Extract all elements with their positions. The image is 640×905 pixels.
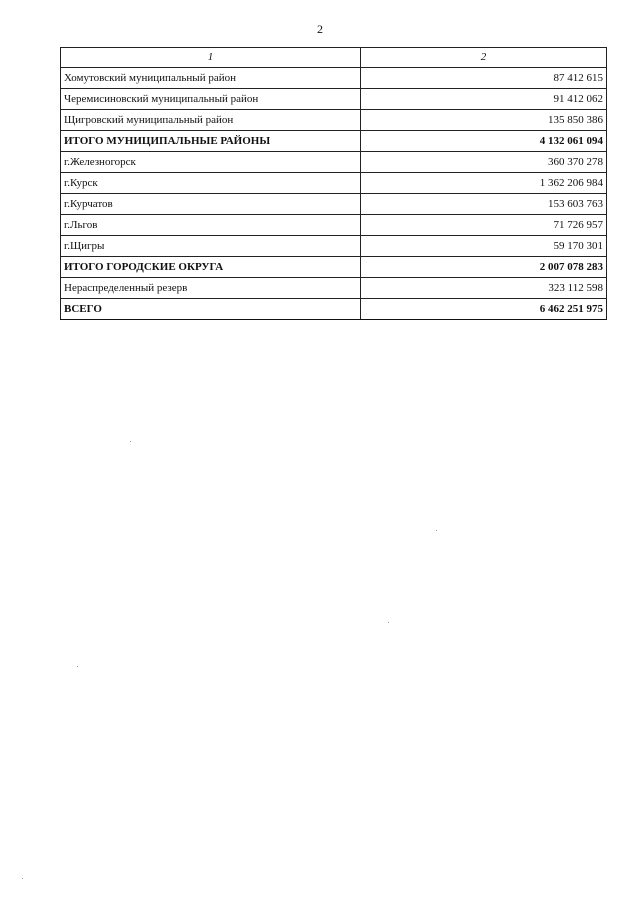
table-total-row [61,131,607,152]
table-total-row [61,257,607,278]
row-amount-cell: 71 726 957 [361,215,607,236]
table-row [61,110,607,131]
row-name-cell: Нераспределенный резерв [61,278,361,299]
row-amount-cell: 153 603 763 [361,194,607,215]
row-amount-cell: 135 850 386 [361,110,607,131]
row-amount-cell: 1 362 206 984 [361,173,607,194]
table-row [61,173,607,194]
column-header-1: 1 [61,48,361,68]
budget-allocation-table [60,47,607,320]
scan-speck [436,530,437,531]
row-amount-cell: 91 412 062 [361,89,607,110]
scan-speck [77,666,78,667]
row-name-cell: Черемисиновский муниципальный район [61,89,361,110]
row-name-cell: г.Курчатов [61,194,361,215]
table-row [61,278,607,299]
table-header-row [61,48,607,68]
scan-speck [388,622,389,623]
row-name-cell: ИТОГО ГОРОДСКИЕ ОКРУГА [61,257,361,278]
table-row [61,236,607,257]
row-name-cell: г.Железногорск [61,152,361,173]
row-name-cell: г.Щигры [61,236,361,257]
row-name-cell: Хомутовский муниципальный район [61,68,361,89]
row-name-cell: г.Курск [61,173,361,194]
row-amount-cell: 2 007 078 283 [361,257,607,278]
table-row [61,194,607,215]
column-header-2: 2 [361,48,607,68]
page-number: 2 [317,22,323,36]
table-total-row [61,299,607,320]
scan-speck [22,878,23,879]
table-row [61,152,607,173]
row-name-cell: ИТОГО МУНИЦИПАЛЬНЫЕ РАЙОНЫ [61,131,361,152]
row-name-cell: ВСЕГО [61,299,361,320]
table-row [61,68,607,89]
row-name-cell: г.Льгов [61,215,361,236]
row-amount-cell: 87 412 615 [361,68,607,89]
row-amount-cell: 323 112 598 [361,278,607,299]
table-body [61,68,607,320]
scan-speck [130,441,131,442]
row-amount-cell: 360 370 278 [361,152,607,173]
row-name-cell: Щигровский муниципальный район [61,110,361,131]
row-amount-cell: 59 170 301 [361,236,607,257]
table-row [61,215,607,236]
row-amount-cell: 6 462 251 975 [361,299,607,320]
row-amount-cell: 4 132 061 094 [361,131,607,152]
table-row [61,89,607,110]
